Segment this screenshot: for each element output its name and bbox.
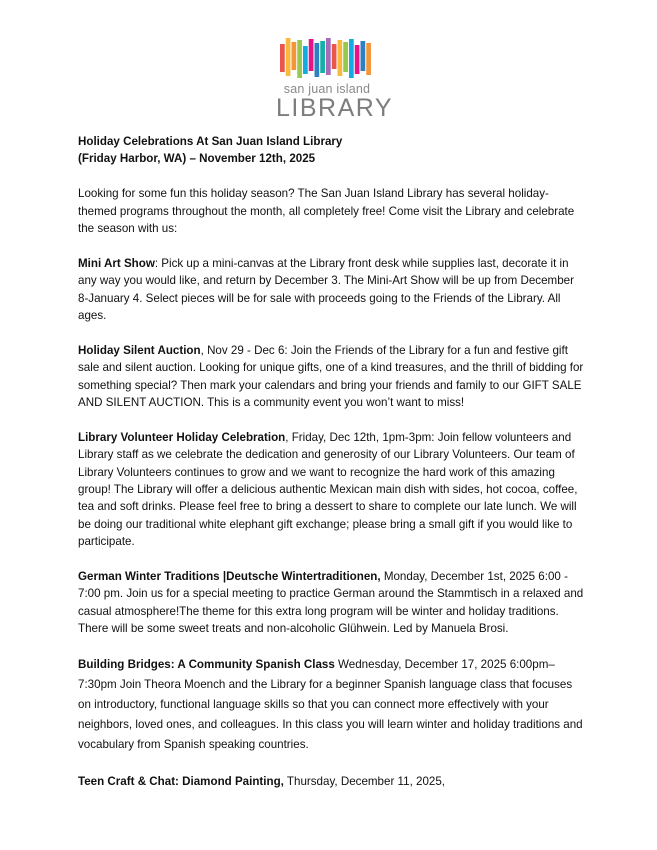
logo-color-bars <box>280 38 372 80</box>
event-description: : Pick up a mini-canvas at the Library front desk while supplies last, decorate it in any way you would like, and return by December 3. The Mini-Art Show will be up from December 8-January 4. Select pieces will be for sale with proceeds going to the Friends of the Library. All ages. <box>78 256 574 323</box>
event-description: Monday, December 1st, 2025 6:00 - 7:00 pm. Join us for a special meeting to practice German around the Stammtisch in a relaxed and casual atmosphere!The theme for this extra long program will be winter and holiday traditions. There will be some sweet treats and non-alcoholic Glühwein. Led by Manuela Brosi. <box>78 570 584 636</box>
logo-bar <box>280 44 285 72</box>
event-description: Wednesday, December 17, 2025 6:00pm–7:30pm Join Theora Moench and the Library for a beginner Spanish language class that focuses on introductory, functional language skills so that you can connect more effectively with your neighbors, loved ones, and colleagues. In this class you will learn winter and holiday traditions and vocabulary from Spanish speaking countries. <box>78 658 583 752</box>
event-description: Thursday, December 11, 2025, <box>286 775 446 789</box>
logo-bar <box>332 44 337 69</box>
logo-bar <box>326 38 331 75</box>
event-title: Mini Art Show <box>78 256 155 270</box>
event-mini-art-show <box>78 255 584 325</box>
logo-bar <box>315 43 320 77</box>
logo-bar <box>292 42 297 70</box>
logo-bar <box>361 41 366 71</box>
event-title: Building Bridges: A Community Spanish Class <box>78 658 335 672</box>
logo-bar <box>343 42 348 72</box>
press-release-title: Holiday Celebrations At San Juan Island Library <box>78 135 343 148</box>
logo-bar <box>320 41 325 73</box>
event-title: German Winter Traditions |Deutsche Wintertraditionen, <box>78 570 381 584</box>
event-title: Teen Craft & Chat: Diamond Painting, <box>78 775 284 789</box>
logo-text-line1: san juan island <box>283 82 371 96</box>
logo-bar <box>349 39 354 78</box>
event-description: Friday, Dec 12th, 1pm-3pm: Join fellow volunteers and Library staff as we celebrate the dedication and generosity of our Library Volunteers. Our team of Library Volunteers continues to grow and we want to recognize the hard work of this amazing group! The Library will offer a delicious authentic Mexican main dish with sides, hot cocoa, coffee, tea and soft drinks. Please feel free to bring a dessert to share to complete our late lunch. We will be doing our traditional white elephant gift exchange; please bring a small gift if you would like to participate. <box>78 430 578 549</box>
event-spanish-class <box>78 655 584 755</box>
logo-bar <box>338 40 343 76</box>
logo-bar <box>297 40 302 78</box>
logo-bar <box>355 45 360 74</box>
event-holiday-silent-auction: Holiday Silent Auction, Nov 29 - Dec 6: Join the Friends of the Library for a fun and festive gift sale and silent auction. Looking for unique gifts, one of a kind treasures, and the thrill of bidding for something special? Then mark your calendars and bring your friends and family to our GIFT SALE AND SILENT AUCTION. This is a community event you won’t want to miss! <box>78 343 584 410</box>
logo-text-line2: LIBRARY <box>276 94 394 122</box>
event-description: Nov 29 - Dec 6: Join the Friends of the Library for a fun and festive gift sale and silent auction. Looking for unique gifts, one of a kind treasures, and the thrill of bidding for something special? Then mark your calendars and bring your friends and family to our GIFT SALE AND SILENT AUCTION. This is a community event you won’t want to miss! <box>78 343 584 410</box>
logo-bar <box>309 39 314 71</box>
library-logo <box>276 38 394 122</box>
logo-bar <box>303 46 308 74</box>
event-german-winter-traditions <box>78 568 584 638</box>
event-title: Library Volunteer Holiday Celebration <box>78 430 286 444</box>
intro-paragraph: Looking for some fun this holiday season? The San Juan Island Library has several holiday-themed programs throughout the month, all completely free! Come visit the Library and celebrate the season with us: <box>78 187 575 236</box>
event-teen-craft-chat <box>78 772 584 792</box>
press-release-dateline: (Friday Harbor, WA) – November 12th, 2025 <box>78 152 316 166</box>
event-volunteer-celebration: Library Volunteer Holiday Celebration, Friday, Dec 12th, 1pm-3pm: Join fellow volunteers and Library staff as we celebrate the dedication and generosity of our Library Volunteers. Our team of Library Volunteers continues to grow and we want to recognize the hard work of this amazing group! The Library will offer a delicious authentic Mexican main dish with sides, hot cocoa, coffee, tea and soft drinks. Please feel free to bring a dessert to share to complete our late lunch. We will be doing our traditional white elephant gift exchange; please bring a small gift if you would like to participate. <box>78 430 578 549</box>
document-body <box>78 133 584 810</box>
logo-bar <box>366 43 371 75</box>
logo-bar <box>286 38 291 76</box>
event-title: Holiday Silent Auction <box>78 343 201 357</box>
